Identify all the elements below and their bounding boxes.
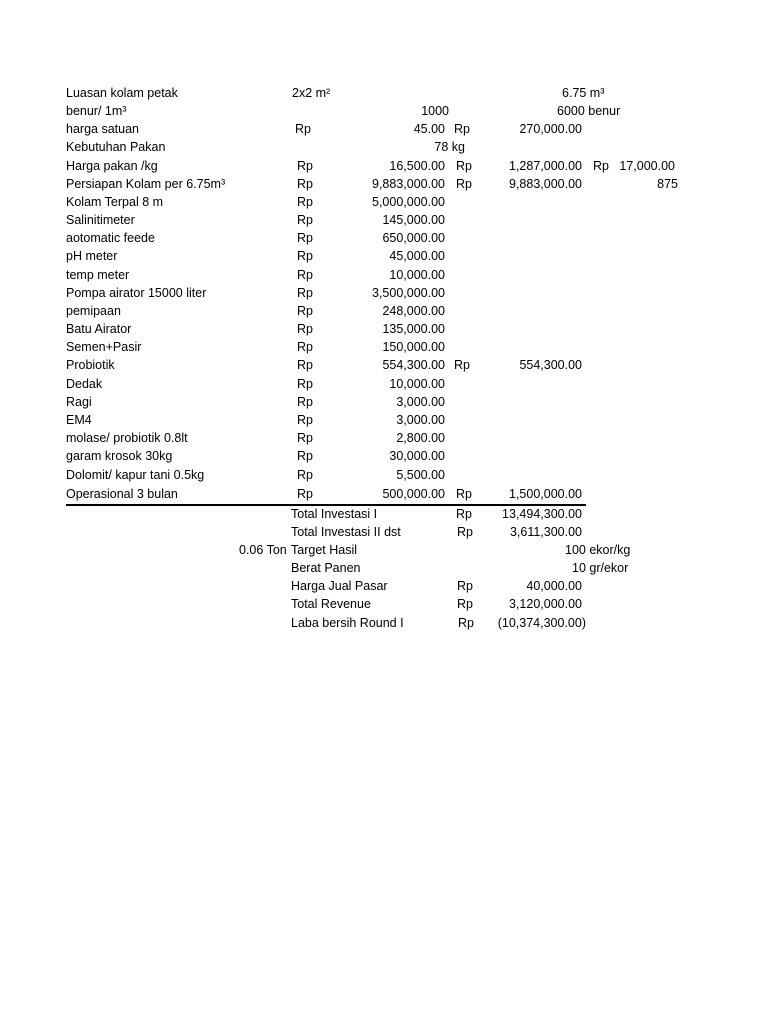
row-garam-krosok — [0, 447, 768, 465]
pond-volume-cell: 6.75 m³ — [562, 86, 605, 100]
currency-cell: Rp — [457, 597, 473, 611]
row-label: garam krosok 30kg — [66, 449, 173, 463]
value-cell: 248,000.00 — [382, 304, 445, 318]
currency-cell: Rp — [297, 449, 313, 463]
value-cell: 10,000.00 — [389, 377, 445, 391]
value-cell: 45,000.00 — [389, 249, 445, 263]
currency-cell: Rp — [454, 358, 470, 372]
row-label: Probiotik — [66, 358, 115, 372]
row-label: aotomatic feede — [66, 231, 155, 245]
row-automatic-feeder — [0, 229, 768, 247]
row-label: Batu Airator — [66, 322, 132, 336]
value-cell: 135,000.00 — [382, 322, 445, 336]
summary-berat-panen — [0, 559, 768, 577]
summary-label: Total Investasi I — [291, 507, 378, 521]
value-cell: 30,000.00 — [389, 449, 445, 463]
summary-value: (10,374,300.00) — [497, 616, 586, 630]
currency-cell: Rp — [297, 358, 313, 372]
row-label: Luasan kolam petak — [66, 86, 178, 100]
summary-laba-bersih — [0, 614, 768, 632]
extra-value-cell: 17,000.00 — [619, 159, 675, 173]
value-cell: 1000 — [421, 104, 449, 118]
row-temp-meter — [0, 266, 768, 284]
row-label: pH meter — [66, 249, 118, 263]
row-label: Pompa airator 15000 liter — [66, 286, 207, 300]
pond-size-cell: 2x2 m² — [292, 86, 331, 100]
summary-label: Harga Jual Pasar — [291, 579, 388, 593]
value-cell: 3,500,000.00 — [372, 286, 445, 300]
currency-cell: Rp — [297, 159, 313, 173]
currency-cell: Rp — [456, 159, 472, 173]
row-label: molase/ probiotik 0.8lt — [66, 431, 188, 445]
summary-value: 10 gr/ekor — [572, 561, 629, 575]
row-harga-satuan — [0, 120, 768, 138]
row-pompa-airator — [0, 284, 768, 302]
row-label: Kolam Terpal 8 m — [66, 195, 164, 209]
value-cell: 5,000,000.00 — [372, 195, 445, 209]
value-cell: 500,000.00 — [382, 487, 445, 501]
total-cell: 554,300.00 — [519, 358, 582, 372]
row-label: Harga pakan /kg — [66, 159, 158, 173]
summary-label: Total Investasi II dst — [291, 525, 401, 539]
summary-target-hasil — [0, 541, 768, 559]
value-cell: 650,000.00 — [382, 231, 445, 245]
summary-value: 3,611,300.00 — [509, 525, 582, 539]
value-cell: 2,800.00 — [396, 431, 445, 445]
currency-cell: Rp — [457, 579, 473, 593]
currency-cell: Rp — [297, 468, 313, 482]
currency-cell: Rp — [295, 122, 311, 136]
target-tonnage: 0.06 Ton — [239, 543, 287, 557]
value-cell: 150,000.00 — [382, 340, 445, 354]
currency-cell: Rp — [297, 340, 313, 354]
currency-cell: Rp — [297, 177, 313, 191]
currency-cell: Rp — [297, 304, 313, 318]
row-molase — [0, 429, 768, 447]
currency-cell: Rp — [297, 249, 313, 263]
row-label: temp meter — [66, 268, 130, 282]
currency-cell: Rp — [456, 507, 472, 521]
currency-cell: Rp — [297, 268, 313, 282]
benur-total-cell: 6000 benur — [557, 104, 621, 118]
row-label: Semen+Pasir — [66, 340, 142, 354]
currency-cell: Rp — [454, 122, 470, 136]
row-label: Persiapan Kolam per 6.75m³ — [66, 177, 226, 191]
row-label: pemipaan — [66, 304, 121, 318]
value-cell: 10,000.00 — [389, 268, 445, 282]
value-cell: 5,500.00 — [396, 468, 445, 482]
total-cell: 9,883,000.00 — [509, 177, 582, 191]
currency-cell: Rp — [297, 431, 313, 445]
summary-value: 13,494,300.00 — [502, 507, 582, 521]
row-label: harga satuan — [66, 122, 139, 136]
row-label: Ragi — [66, 395, 92, 409]
currency-cell: Rp — [297, 413, 313, 427]
row-ph-meter — [0, 247, 768, 265]
summary-value: 3,120,000.00 — [509, 597, 582, 611]
total-cell: 1,500,000.00 — [509, 487, 582, 501]
row-harga-pakan — [0, 157, 768, 175]
summary-value: 100 ekor/kg — [565, 543, 631, 557]
row-pemipaan — [0, 302, 768, 320]
total-cell: 1,287,000.00 — [509, 159, 582, 173]
summary-total-revenue — [0, 595, 768, 613]
row-ragi — [0, 393, 768, 411]
row-label: Salinitimeter — [66, 213, 135, 227]
currency-cell: Rp — [297, 487, 313, 501]
row-semen-pasir — [0, 338, 768, 356]
currency-cell: Rp — [456, 177, 472, 191]
row-operasional — [0, 485, 768, 503]
currency-cell: Rp — [297, 322, 313, 336]
row-dolomit — [0, 466, 768, 484]
summary-label: Target Hasil — [291, 543, 357, 557]
summary-label: Total Revenue — [291, 597, 371, 611]
row-em4 — [0, 411, 768, 429]
value-cell: 16,500.00 — [389, 159, 445, 173]
row-persiapan-kolam — [0, 175, 768, 193]
currency-cell: Rp — [457, 525, 473, 539]
summary-total-investasi-2 — [0, 523, 768, 541]
value-cell: 9,883,000.00 — [372, 177, 445, 191]
value-cell: 3,000.00 — [396, 395, 445, 409]
currency-cell: Rp — [297, 286, 313, 300]
currency-cell: Rp — [297, 231, 313, 245]
summary-value: 40,000.00 — [526, 579, 582, 593]
currency-cell: Rp — [593, 159, 609, 173]
value-cell: 145,000.00 — [382, 213, 445, 227]
row-label: Dolomit/ kapur tani 0.5kg — [66, 468, 205, 482]
row-label: Kebutuhan Pakan — [66, 140, 166, 154]
row-kolam-terpal — [0, 193, 768, 211]
currency-cell: Rp — [297, 377, 313, 391]
value-cell: 78 kg — [434, 140, 465, 154]
row-probiotik — [0, 356, 768, 374]
value-cell: 45.00 — [413, 122, 445, 136]
row-salinitimeter — [0, 211, 768, 229]
row-label: Operasional 3 bulan — [66, 487, 178, 501]
row-batu-airator — [0, 320, 768, 338]
summary-label: Berat Panen — [291, 561, 361, 575]
row-luasan-kolam — [0, 84, 768, 102]
row-label: EM4 — [66, 413, 92, 427]
value-cell: 554,300.00 — [382, 358, 445, 372]
row-dedak — [0, 375, 768, 393]
total-cell: 270,000.00 — [519, 122, 582, 136]
summary-label: Laba bersih Round I — [291, 616, 404, 630]
summary-total-investasi-1 — [0, 505, 768, 523]
currency-cell: Rp — [297, 195, 313, 209]
row-label: Dedak — [66, 377, 103, 391]
currency-cell: Rp — [297, 213, 313, 227]
extra-value-cell: 875 — [657, 177, 678, 191]
row-label: benur/ 1m³ — [66, 104, 127, 118]
currency-cell: Rp — [458, 616, 474, 630]
value-cell: 3,000.00 — [396, 413, 445, 427]
row-benur — [0, 102, 768, 120]
summary-harga-jual — [0, 577, 768, 595]
currency-cell: Rp — [456, 487, 472, 501]
currency-cell: Rp — [297, 395, 313, 409]
row-kebutuhan-pakan — [0, 138, 768, 156]
